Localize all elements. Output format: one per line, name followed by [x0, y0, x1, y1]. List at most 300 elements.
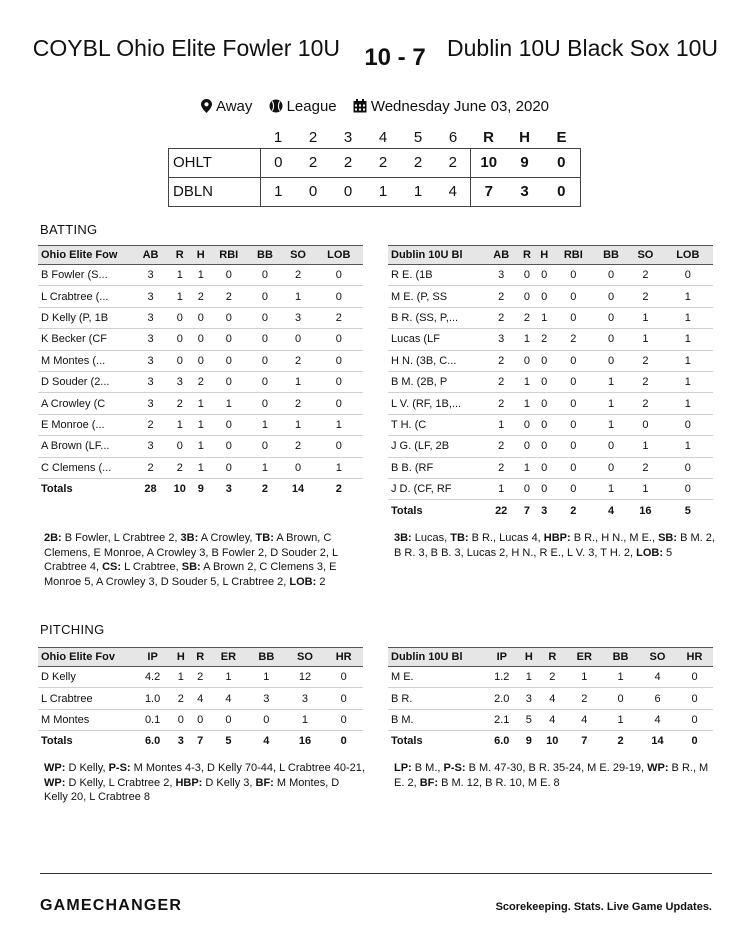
stat-cell: 1 — [663, 307, 713, 328]
inning-score: 2 — [436, 148, 471, 177]
stat-cell: 1 — [315, 457, 363, 478]
note-label: P-S: — [108, 762, 131, 774]
stat-cell: 2 — [536, 329, 553, 350]
stat-cell: 2 — [628, 265, 662, 286]
player-row — [388, 393, 713, 414]
stat-cell: 3 — [134, 371, 167, 392]
stats-header-row — [388, 246, 713, 265]
player-row — [38, 457, 363, 478]
errors-total: 0 — [543, 177, 581, 206]
league-label: League — [286, 98, 337, 115]
note-text: B R., Lucas 4, — [468, 532, 544, 544]
linescore-row-away — [169, 177, 581, 206]
player-row — [388, 307, 713, 328]
stat-cell: 1 — [167, 286, 192, 307]
note-label: SB: — [658, 532, 678, 544]
stat-column-header: SO — [286, 648, 325, 667]
note-text: B R., M E. 2, — [394, 762, 709, 789]
stat-cell: 5 — [520, 709, 538, 730]
player-row — [38, 350, 363, 371]
stat-cell: 1 — [663, 350, 713, 371]
stat-cell: 0 — [171, 709, 190, 730]
stat-cell: 0 — [282, 457, 315, 478]
stat-cell: 1 — [663, 286, 713, 307]
stat-cell: 0 — [248, 350, 281, 371]
stat-cell: 2 — [193, 371, 210, 392]
stat-cell: 0 — [663, 478, 713, 499]
stat-column-header: AB — [484, 246, 518, 265]
note-text: B M. 47-30, B R. 35-24, M E. 29-19, — [465, 762, 648, 774]
hits-total: 9 — [507, 148, 543, 177]
stat-cell: 0 — [536, 265, 553, 286]
stat-cell: 1 — [193, 457, 210, 478]
note-text: Lucas, — [411, 532, 451, 544]
stat-cell: 3 — [134, 307, 167, 328]
total-cell: 9 — [520, 731, 538, 752]
stat-cell: 4 — [210, 688, 247, 709]
note-label: 2B: — [44, 532, 62, 544]
totals-row — [38, 731, 363, 752]
stat-cell: 1 — [171, 667, 190, 688]
stat-cell: 2 — [191, 667, 210, 688]
stat-cell: 1 — [210, 667, 247, 688]
note-text: M Montes, D Kelly 20, L Crabtree 8 — [44, 776, 340, 803]
away-team-name: Dublin 10U Black Sox 10U — [447, 35, 719, 61]
stat-column-header: LOB — [663, 246, 713, 265]
player-name: D Kelly — [38, 667, 134, 688]
player-row — [38, 667, 363, 688]
stat-cell: 1 — [282, 414, 315, 435]
batting-table-away — [388, 245, 713, 521]
player-name: B M. (2B, P — [388, 371, 484, 392]
inning-score: 2 — [331, 148, 366, 177]
stat-cell: 0 — [553, 436, 594, 457]
stat-cell: 0 — [248, 393, 281, 414]
stat-cell: 0 — [553, 371, 594, 392]
stat-cell: 0 — [676, 667, 713, 688]
stat-column-header: H — [171, 648, 190, 667]
pitching-section-title: PITCHING — [40, 622, 105, 637]
stat-cell: 0 — [248, 307, 281, 328]
note-text: M Montes 4-3, D Kelly 70-44, L Crabtree 40-21, — [130, 762, 365, 774]
stat-cell: 0 — [663, 414, 713, 435]
note-text: 2 — [316, 575, 326, 588]
calendar-icon — [353, 99, 367, 113]
stat-cell: 4 — [639, 709, 676, 730]
stat-cell: 0 — [553, 478, 594, 499]
player-row — [38, 265, 363, 286]
errors-header: E — [556, 129, 567, 147]
stat-cell: 0 — [193, 350, 210, 371]
linescore-header-row — [169, 128, 581, 148]
stat-cell: 1 — [484, 478, 518, 499]
player-row — [388, 457, 713, 478]
stat-cell: 3 — [134, 329, 167, 350]
player-name: D Souder (2... — [38, 371, 134, 392]
stat-cell: 4 — [191, 688, 210, 709]
player-name: R E. (1B — [388, 265, 484, 286]
stat-cell: 2 — [628, 457, 662, 478]
total-cell: 10 — [538, 731, 566, 752]
stat-cell: 1 — [628, 307, 662, 328]
stat-column-header: BB — [602, 648, 639, 667]
total-cell: 0 — [676, 731, 713, 752]
stat-column-header: HR — [324, 648, 363, 667]
stat-cell: 0 — [324, 709, 363, 730]
player-row — [388, 286, 713, 307]
total-cell: 6.0 — [134, 731, 171, 752]
inning-header: 6 — [448, 129, 458, 147]
stat-cell: 0 — [315, 329, 363, 350]
stat-cell: 0 — [518, 478, 535, 499]
player-name: K Becker (CF — [38, 329, 134, 350]
stat-column-header: IP — [134, 648, 171, 667]
stat-cell: 2 — [484, 286, 518, 307]
stat-cell: 1 — [567, 667, 603, 688]
stat-column-header: R — [191, 648, 210, 667]
stat-cell: 0 — [248, 329, 281, 350]
stat-cell: 0 — [518, 350, 535, 371]
stat-cell: 2 — [518, 307, 535, 328]
stat-cell: 0 — [167, 329, 192, 350]
stat-cell: 0 — [536, 286, 553, 307]
stat-cell: 3 — [247, 688, 286, 709]
stat-cell: 3 — [167, 371, 192, 392]
batting-notes-away — [394, 531, 716, 560]
stat-cell: 1 — [248, 414, 281, 435]
stat-cell: 2 — [567, 688, 603, 709]
player-name: B M. — [388, 709, 484, 730]
stat-cell: 1 — [594, 393, 628, 414]
total-cell: 3 — [171, 731, 190, 752]
batting-notes-home — [44, 531, 366, 589]
total-cell: 0 — [324, 731, 363, 752]
stat-cell: 4 — [567, 709, 603, 730]
stat-cell: 0 — [167, 436, 192, 457]
stat-cell: 1 — [594, 478, 628, 499]
stat-column-header: R — [518, 246, 535, 265]
player-name: A Crowley (C — [38, 393, 134, 414]
stat-cell: 1 — [286, 709, 325, 730]
note-label: LOB: — [636, 546, 663, 559]
stat-cell: 0 — [315, 393, 363, 414]
note-label: CS: — [102, 561, 122, 573]
player-name: B R. (SS, P,... — [388, 307, 484, 328]
stat-column-header: RBI — [553, 246, 594, 265]
stat-column-header: HR — [676, 648, 713, 667]
stat-column-header: BB — [594, 246, 628, 265]
note-label: HBP: — [543, 532, 571, 544]
note-text: 5 — [663, 546, 673, 559]
stat-cell: 1 — [663, 393, 713, 414]
stat-cell: 3 — [134, 350, 167, 371]
note-label: LP: — [394, 762, 412, 774]
note-text: D Kelly, — [65, 762, 109, 774]
player-name: Lucas (LF — [388, 329, 484, 350]
note-label: P-S: — [443, 762, 466, 774]
stat-cell: 2 — [193, 286, 210, 307]
stat-cell: 0 — [594, 457, 628, 478]
note-label: BF: — [255, 776, 274, 789]
hits-total: 3 — [507, 177, 543, 206]
stat-cell: 4 — [639, 667, 676, 688]
stat-cell: 1 — [663, 371, 713, 392]
runs-total: 10 — [471, 148, 507, 177]
player-row — [38, 436, 363, 457]
stat-cell: 1 — [193, 414, 210, 435]
stat-cell: 2 — [134, 457, 167, 478]
home-team-name: COYBL Ohio Elite Fowler 10U — [32, 35, 340, 61]
player-name: J G. (LF, 2B — [388, 436, 484, 457]
totals-label: Totals — [388, 500, 484, 521]
stat-cell: 0 — [553, 265, 594, 286]
stat-cell: 1 — [628, 436, 662, 457]
stat-cell: 0 — [676, 709, 713, 730]
stat-cell: 1 — [193, 436, 210, 457]
team-column-header: Dublin 10U Bl — [388, 246, 484, 265]
stat-cell: 0 — [193, 329, 210, 350]
stat-cell: 0 — [594, 307, 628, 328]
note-text: A Brown 2, C Clemens 3, E Monroe 5, A Crowley 3, D Souder 5, L Crabtree 2, — [44, 561, 337, 588]
note-label: TB: — [450, 532, 469, 544]
stat-column-header: IP — [484, 648, 520, 667]
note-label: WP: — [647, 762, 669, 774]
stat-column-header: BB — [248, 246, 281, 265]
inning-score: 1 — [366, 177, 401, 206]
total-cell: 5 — [210, 731, 247, 752]
total-cell: 2 — [602, 731, 639, 752]
stat-cell: 0 — [553, 457, 594, 478]
pitching-notes-away — [394, 761, 716, 790]
inning-score: 0 — [331, 177, 366, 206]
stat-cell: 6 — [639, 688, 676, 709]
player-name: J D. (CF, RF — [388, 478, 484, 499]
player-name: B R. — [388, 688, 484, 709]
note-label: SB: — [181, 561, 201, 573]
stat-column-header: SO — [628, 246, 662, 265]
note-text: B R., H N., M E., — [570, 532, 659, 544]
stat-cell: 1 — [602, 709, 639, 730]
stat-cell: 2 — [484, 371, 518, 392]
stat-cell: 1 — [193, 393, 210, 414]
inning-score: 4 — [436, 177, 471, 206]
stat-cell: 0 — [315, 350, 363, 371]
totals-row — [388, 731, 713, 752]
inning-score: 1 — [401, 177, 436, 206]
note-text: B M., — [411, 762, 444, 774]
stat-cell: 2 — [171, 688, 190, 709]
stat-cell: 0 — [553, 307, 594, 328]
stat-cell: 1 — [628, 329, 662, 350]
stat-cell: 0 — [209, 457, 248, 478]
total-cell: 16 — [628, 500, 662, 521]
stat-cell: 0 — [247, 709, 286, 730]
map-pin-icon — [201, 99, 212, 113]
player-row — [38, 307, 363, 328]
player-row — [388, 414, 713, 435]
total-cell: 5 — [663, 500, 713, 521]
league-item — [269, 98, 341, 115]
stats-header-row — [38, 648, 363, 667]
note-label: 3B: — [180, 532, 199, 544]
stat-cell: 1 — [594, 371, 628, 392]
totals-row — [38, 478, 363, 499]
total-cell: 22 — [484, 500, 518, 521]
note-text: B Fowler, L Crabtree 2, — [61, 532, 181, 544]
stat-cell: 0 — [315, 265, 363, 286]
stat-column-header: AB — [134, 246, 167, 265]
stat-cell: 2 — [167, 393, 192, 414]
note-text: D Kelly, L Crabtree 2, — [65, 776, 176, 789]
inning-score: 2 — [366, 148, 401, 177]
inning-score: 1 — [261, 177, 296, 206]
player-row — [38, 329, 363, 350]
note-label: LOB: — [289, 575, 317, 588]
note-label: WP: — [44, 776, 66, 789]
stat-cell: 1 — [193, 265, 210, 286]
runs-total: 7 — [471, 177, 507, 206]
stat-cell: 0 — [553, 350, 594, 371]
gamechanger-logo: GAMECHANGER — [40, 897, 183, 914]
linescore-table — [168, 128, 581, 207]
stat-cell: 0 — [676, 688, 713, 709]
player-row — [38, 393, 363, 414]
stat-cell: 1 — [663, 436, 713, 457]
stat-cell: 0 — [594, 436, 628, 457]
player-row — [388, 667, 713, 688]
stat-cell: 0 — [594, 350, 628, 371]
totals-row — [388, 500, 713, 521]
total-cell: 7 — [567, 731, 603, 752]
stat-column-header: H — [536, 246, 553, 265]
note-label: TB: — [255, 532, 274, 544]
player-name: M E. (P, SS — [388, 286, 484, 307]
stat-cell: 12 — [286, 667, 325, 688]
note-text: B M. 2, B R. 3, B B. 3, Lucas 2, H N., R E., L V. 3, T H. 2, — [394, 532, 715, 559]
player-row — [388, 688, 713, 709]
player-name: B B. (RF — [388, 457, 484, 478]
stat-cell: 0 — [209, 371, 248, 392]
stat-cell: 0 — [324, 667, 363, 688]
stat-cell: 1 — [247, 667, 286, 688]
stat-cell: 2 — [628, 286, 662, 307]
stat-cell: 2 — [282, 350, 315, 371]
stat-cell: 2 — [538, 667, 566, 688]
player-row — [38, 688, 363, 709]
stat-cell: 1 — [663, 329, 713, 350]
player-name: T H. (C — [388, 414, 484, 435]
totals-label: Totals — [38, 731, 134, 752]
stat-cell: 3 — [484, 329, 518, 350]
total-cell: 4 — [247, 731, 286, 752]
stat-cell: 2 — [628, 371, 662, 392]
total-cell: 3 — [209, 478, 248, 499]
stat-column-header: LOB — [315, 246, 363, 265]
stat-cell: 1 — [518, 329, 535, 350]
stat-cell: 0 — [594, 286, 628, 307]
note-label: WP: — [44, 762, 66, 774]
stat-cell: 0 — [536, 436, 553, 457]
stat-cell: 0 — [210, 709, 247, 730]
stats-header-row — [388, 648, 713, 667]
stat-cell: 0 — [167, 350, 192, 371]
stat-column-header: ER — [210, 648, 247, 667]
total-cell: 2 — [248, 478, 281, 499]
note-text: B M. 12, B R. 10, M E. 8 — [438, 776, 560, 789]
stat-column-header: R — [167, 246, 192, 265]
stat-cell: 0 — [553, 393, 594, 414]
pitching-notes-home — [44, 761, 366, 805]
stat-cell: 0 — [536, 457, 553, 478]
total-cell: 7 — [518, 500, 535, 521]
player-name: M Montes (... — [38, 350, 134, 371]
player-row — [388, 478, 713, 499]
stat-cell: 0 — [193, 307, 210, 328]
stat-cell: 2 — [484, 307, 518, 328]
note-text: A Crowley, — [198, 532, 256, 544]
stat-column-header: SO — [282, 246, 315, 265]
player-row — [38, 709, 363, 730]
stat-cell: 1 — [484, 414, 518, 435]
stat-cell: 1 — [518, 457, 535, 478]
stat-cell: 0 — [209, 414, 248, 435]
stat-cell: 0 — [248, 286, 281, 307]
baseball-icon — [269, 99, 283, 113]
player-name: D Kelly (P, 1B — [38, 307, 134, 328]
player-row — [388, 329, 713, 350]
stat-cell: 3 — [286, 688, 325, 709]
stat-cell: 1 — [209, 393, 248, 414]
total-cell: 2 — [553, 500, 594, 521]
stat-cell: 1.0 — [134, 688, 171, 709]
linescore-team: OHLT — [169, 148, 261, 177]
player-name: B Fowler (S... — [38, 265, 134, 286]
total-cell: 9 — [193, 478, 210, 499]
linescore-team-header — [169, 128, 261, 148]
linescore-row-home — [169, 148, 581, 177]
stat-cell: 2 — [282, 436, 315, 457]
team-column-header: Ohio Elite Fov — [38, 648, 134, 667]
stat-column-header: H — [193, 246, 210, 265]
linescore-team: DBLN — [169, 177, 261, 206]
stat-column-header: SO — [639, 648, 676, 667]
stat-cell: 0 — [536, 478, 553, 499]
inning-header: 2 — [308, 129, 318, 147]
stat-cell: 4 — [538, 709, 566, 730]
total-cell: 2 — [315, 478, 363, 499]
stat-cell: 2 — [484, 457, 518, 478]
stat-cell: 2 — [282, 393, 315, 414]
inning-score: 2 — [401, 148, 436, 177]
total-cell: 28 — [134, 478, 167, 499]
player-name: H N. (3B, C... — [388, 350, 484, 371]
note-label: BF: — [419, 776, 439, 789]
player-name: E Monroe (... — [38, 414, 134, 435]
stat-cell: 0 — [628, 414, 662, 435]
total-cell: 14 — [639, 731, 676, 752]
stat-cell: 0 — [191, 709, 210, 730]
stats-header-row — [38, 246, 363, 265]
stat-cell: 4 — [538, 688, 566, 709]
stat-cell: 0 — [518, 286, 535, 307]
team-column-header: Dublin 10U Bl — [388, 648, 484, 667]
hits-header: H — [519, 129, 530, 147]
stat-cell: 0 — [602, 688, 639, 709]
stat-cell: 3 — [282, 307, 315, 328]
stat-cell: 0 — [315, 371, 363, 392]
stat-cell: 2.0 — [484, 688, 520, 709]
footer-divider — [40, 873, 712, 874]
